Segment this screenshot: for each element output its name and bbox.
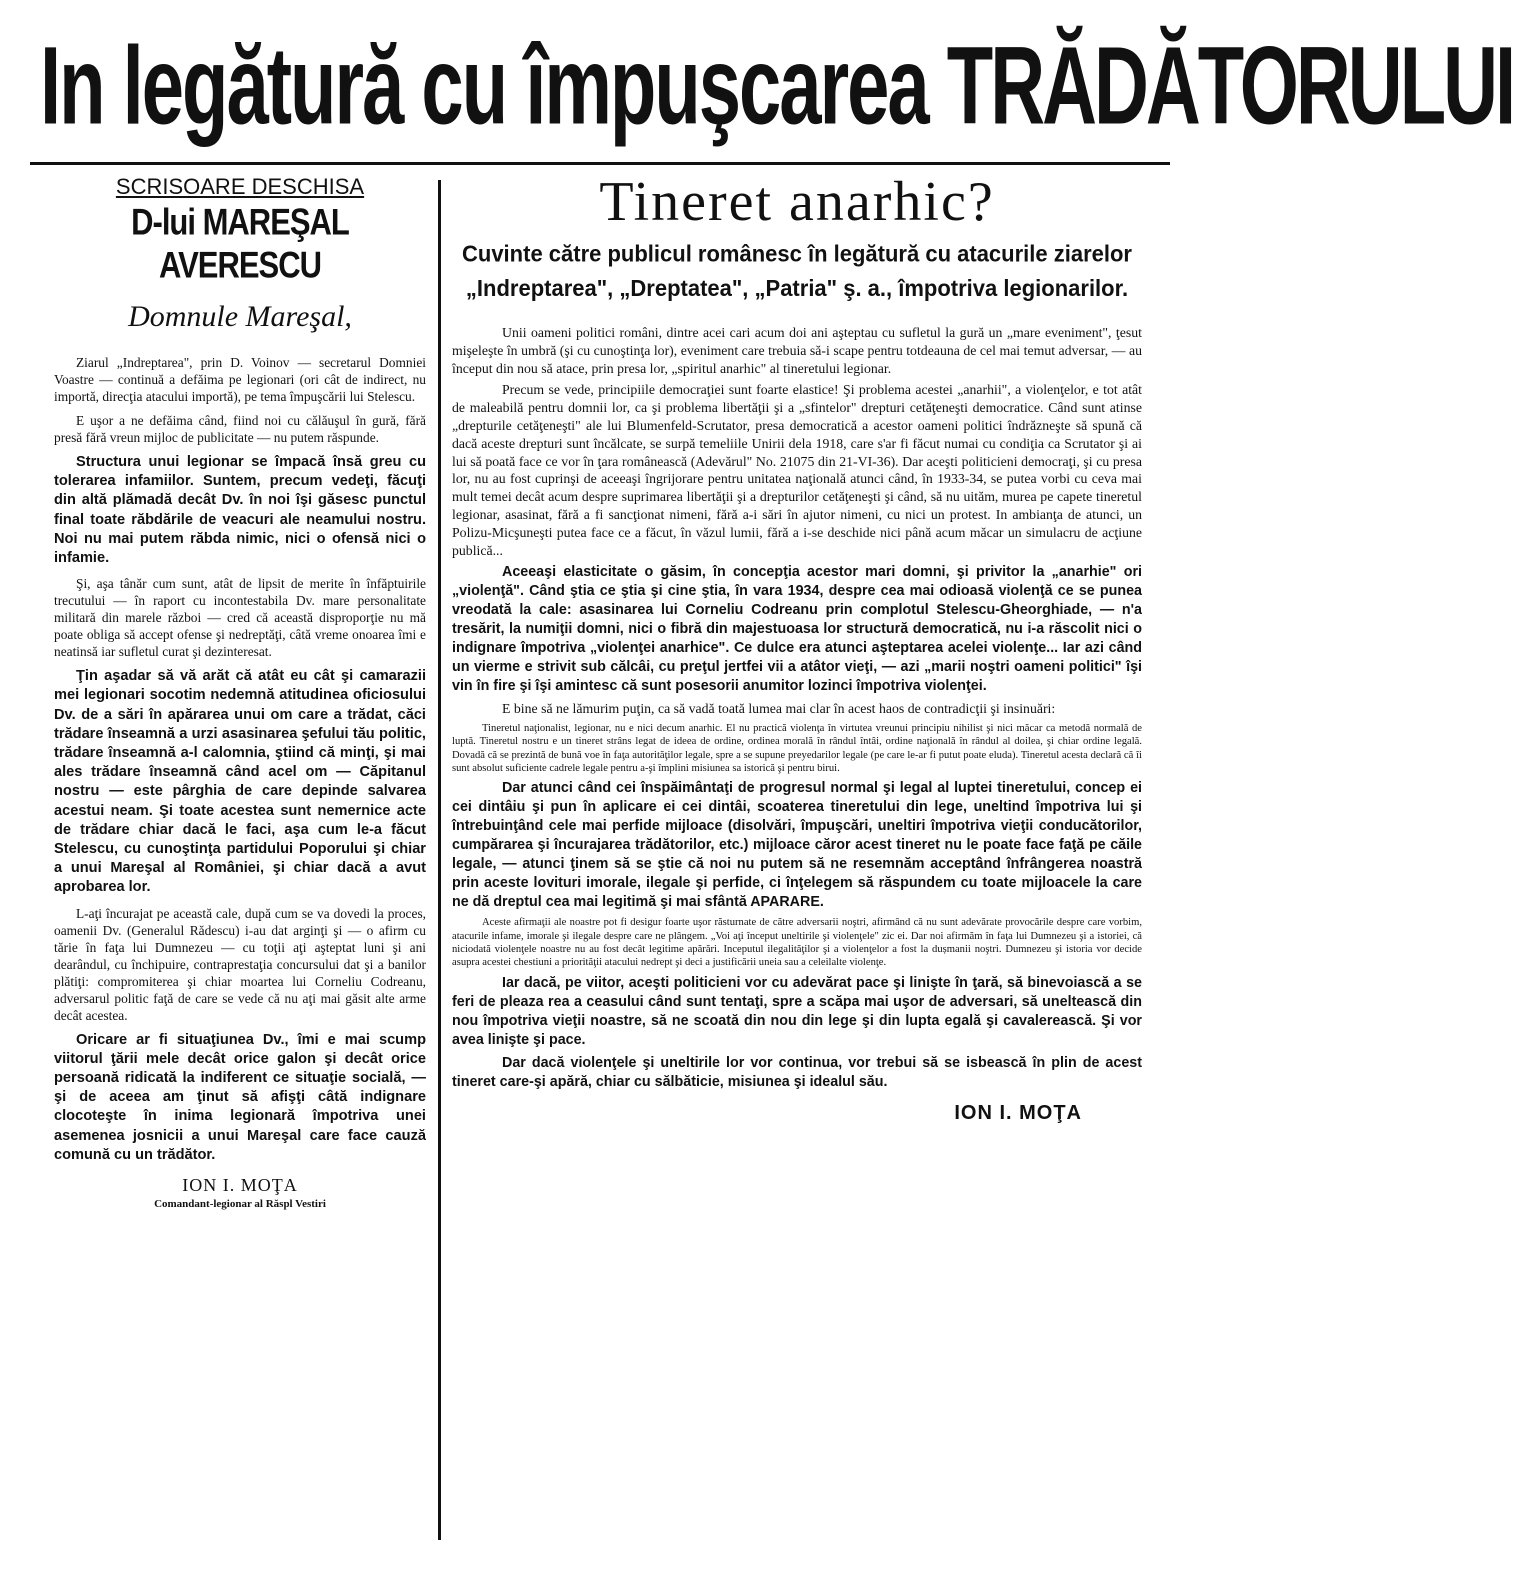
headline-rule bbox=[30, 162, 1170, 165]
paragraph: Dar dacă violenţele şi uneltirile lor vor continua, vor trebui să se isbească în plin de acest tineret care-şi apără, chiar cu sălbăticie, misiunea şi idealul său. bbox=[452, 1054, 1142, 1090]
paragraph: Dar atunci când cei înspăimântaţi de progresul normal şi legal al luptei tineretului, concep ei cei dintâiu şi pun în aplicare ei cei dintâi, scoaterea tineretului din lege, uneltind împotriva lui şi întrebuinţând cele mai perfide mijloace (disolvări, împuşcări, uneltiri împotriva vieţii conducătorilor, cumpărarea şi încurajarea trădătorilor, etc.) mijloace căror acest tineret nu le poate face faţă pe căile legale, — atunci ţinem să se ştie că noi nu putem să ne resemnăm acceptând înfrângerea noastră prin aceste lovituri imorale, ilegale şi perfide, ci înţelegem să răspundem cu toate mijloacele la care ne dă dreptul cea mai legitimă şi mai sfântă APARARE. bbox=[452, 780, 1142, 911]
open-letter-column bbox=[54, 170, 426, 1210]
headline-part1: In legătură cu împuşcarea bbox=[40, 24, 947, 148]
paragraph: L-aţi încurajat pe această cale, după cum se va dovedi la proces, oamenii Dv. (Generalul Rădescu) i-au dat arginţi şi — o afirm cu tărie în faţa lui Dumnezeu — cu toţii aţi aşteptat luni şi ani dearândul, cu închipuire, contraprestaţia concursului dat şi a banilor plătiţi: compromiterea şi chiar moartea lui Corneliu Codreanu, adversarul politic faţă de care se vede că nu aţi mai găsit alte arme decât acestea. bbox=[54, 905, 426, 1023]
article-column bbox=[452, 170, 1142, 1125]
paragraph: Precum se vede, principiile democraţiei sunt foarte elastice! Şi problema acestei „anarhii", a violenţelor, e tot atât de maleabilă pentru domnii lor, ca şi problema libertăţii şi a „sfintelor" drepturi cetăţeneşti democratice. Când sunt atinse „drepturile cetăţeneşti" ale lui Blumenfeld-Scrutator, presa democratică a acestor oameni politici îndrăzneşte să spună că dacă aceste drepturi sunt încălcate, se surpă temeliile Unirii dela 1918, care s'ar fi făcut numai cu condiţia ca Scrutator şi ai lui să poată face ce vor în ţara românească (Adevărul" No. 21075 din 21-VI-36). Dar aceşti politicieni democraţi, şi cu presa lor, nu au fost cuprinşi de aceeaşi îngrijorare pentru unitatea naţională atunci când, în 1933-34, se putea vorbi cu ceva mai mult temei decât acum despre suprimarea libertăţii şi a drepturilor cetăţeneşti şi când, să nu uităm, murea pe capete tineretul legionar, asasinat, fără a fi sancţionat nimeni, fără a-i sări în ajutor nimeni, cu nici un protest. In ambianţa de atunci, un Polizu-Micşuneşti putea face ce a făcut, în văzul lumii, fără a i-se deschide nici până acum măcar un simulacru de acţiune publică... bbox=[452, 382, 1142, 558]
column-rule bbox=[438, 180, 441, 1540]
letter-signature: ION I. MOŢA bbox=[182, 1175, 298, 1196]
page-headline bbox=[40, 0, 1513, 196]
headline-part2: TRĂDĂTORULUI bbox=[946, 24, 1513, 148]
paragraph: Tineretul naţionalist, legionar, nu e nici decum anarhic. El nu practică violenţa în virtutea vreunui principiu nihilist şi nici măcar ca metodă normală de luptă. Tineretul nostru e un tineret strâns legat de ideea de ordine, ordinea morală în rândul întâi, ordine naţională în rândul al doilea, şi chiar ordine legală. Dovadă că se prezintă de bună voe în faţa autorităţilor legale, spre a se supune preyedarilor legale (pe care le-ar fi putut poate eluda). Tineretul acesta declară că îi sunt absolut suficiente cadrele legale pentru a-şi împlini misiunea sa istorică şi pentru birui. bbox=[452, 723, 1142, 775]
letter-title: D-lui MAREŞAL AVERESCU bbox=[131, 200, 349, 286]
paragraph: Aceste afirmaţii ale noastre pot fi desigur foarte uşor răsturnate de către adversarii noştri, afirmând că nu sunt adevărate provocările despre care vorbim, atacurile infame, imorale şi ilegale despre care ne plângem. „Voi aţi început uneltirile şi violenţele" zic ei. Dar noi afirmăm în faţa lui Dumnezeu şi a istoriei, că niciodată violenţele noastre nu au fost decât legitime apărări. Inceputul ilegalităţilor şi a violenţelor a fost la dușmanii noştri. Dumnezeu şi istoria vor decide asupra acestei chestiuni a priorităţii atacului nedrept şi deci a justificării uneia sau a celeilalte violenţe. bbox=[452, 917, 1142, 969]
paragraph: Unii oameni politici români, dintre acei cari acum doi ani aşteptau cu sufletul la gură un „mare eveniment", ţesut mişeleşte în umbră (şi cu cunoştinţa lor), eveniment care trebuia să-i scape pentru totdeauna de cel mai temut adversar, — au început din nou să atace, prin presa lor, „spiritul anarhic" al tineretului legionar. bbox=[452, 325, 1142, 376]
paragraph: E uşor a ne defăima când, fiind noi cu călăuşul în gură, fără presă fără vreun mijloc de publicitate — nu putem răspunde. bbox=[54, 413, 426, 445]
article-subtitle: Cuvinte către publicul românesc în legătură cu atacurile ziarelor „Indreptarea", „Dreptatea", „Patria" ş. a., împotriva legionarilor. bbox=[462, 240, 1132, 302]
paragraph: Ţin aşadar să vă arăt că atât eu cât şi camarazii mei legionari socotim nedemnă atitudinea oficiosului Dv. de a sări în apărarea unui om care a trădat, căci trădare înseamnă a urzi asasinarea şefului tău politic, trădare înseamnă a-l calomnia, ştiind că minţi, şi mai ales trădare înseamnă când acel om — Căpitanul nostru — este pârghia de care depinde salvarea acestui neam. Şi toate acestea sunt nemernice acte de trădare chiar dacă le faci, aşa cum le-a făcut Stelescu, cu cunoştinţa partidului Poporului şi chiar a unui Mareşal al României, şi chiar dacă a avut aprobarea lor. bbox=[54, 668, 426, 896]
paragraph: E bine să ne lămurim puţin, ca să vadă toată lumea mai clar în acest haos de contradicţii şi insinuări: bbox=[502, 701, 1056, 717]
paragraph: Ziarul „Indreptarea", prin D. Voinov — secretarul Domniei Voastre — continuă a defăima pe legionari (ori cât de indirect, nu importă, direcţia atacului importă), pe tema împuşcării lui Stelescu. bbox=[54, 355, 426, 404]
article-signature: ION I. MOŢA bbox=[954, 1101, 1082, 1124]
paragraph: Iar dacă, pe viitor, aceşti politicieni vor cu adevărat pace şi linişte în ţară, să binevoiască a se feri de pleaza rea a ceasului când sunt tentaţi, spre a scăpa mai uşor de adversari, să uneltească din nou împotriva vieţii noastre, să ne scoată din nou din lege şi din lupta egală şi cavalerească. Şi vor avea linişte şi pace. bbox=[452, 974, 1142, 1048]
paragraph: Şi, aşa tânăr cum sunt, atât de lipsit de merite în înfăptuirile trecutului — în raport cu incontestabila Dv. mare personalitate militară din marele război — cred că această disproporţie nu mă poate obliga să accept ofense şi nedreptăţi, câtă vreme onoarea îmi e neatinsă iar sufletul curat şi dezinteresat. bbox=[54, 576, 426, 660]
article-body bbox=[452, 324, 1142, 1092]
letter-signature-title: Comandant-legionar al Răspl Vestiri bbox=[154, 1198, 326, 1211]
letter-kicker: SCRISOARE DESCHISA bbox=[115, 174, 365, 199]
paragraph: Aceeaşi elasticitate o găsim, în concepţia acestor mari domni, şi privitor la „anarhie" ori „violenţă". Când ştia ce ştia şi cine ştia, în vara 1934, despre cea mai odioasă violenţă ce se punea vreodată la cale: asasinarea lui Corneliu Codreanu prin complotul Stelescu-Gheorghiade, — n'a tresărit, la numiţii domni, nici o fibră din majestuoasa lor structură democratică, nu i-a răscolit nici o indignare împotriva „violenţei anarhice". Ce dulce era atunci aşteptarea acelei violenţe... Iar azi când un vierme e strivit sub călcâi, cu preţul jertfei vii a atâtor vieţi, — azi „marii noştri oameni politici" îşi vin în fire şi îşi amintesc că sunt posesorii anumitor lozinci împotriva violenţei. bbox=[452, 564, 1142, 695]
paragraph: Structura unui legionar se împacă însă greu cu tolerarea infamiilor. Suntem, precum vedeţi, făcuţi din altă plămadă decât Dv. în noi îşi găsesc punctul final toate răbdările de veacuri ale neamului nostru. Noi nu mai putem răbda nimic, nici o ofensă nici o infamie. bbox=[54, 454, 426, 567]
letter-body bbox=[54, 354, 426, 1165]
letter-salutation: Domnule Mareşal, bbox=[128, 300, 352, 333]
article-title: Tineret anarhic? bbox=[599, 171, 995, 233]
paragraph: Oricare ar fi situaţiunea Dv., îmi e mai scump viitorul ţării mele decât orice galon şi decât orice persoană ridicată la indiferent ce situaţie socială, — şi de aceea am ţinut să afişţi câtă indignare clocoteşte în inima legionară împotriva unei asemenea josnicii a unui Mareşal care face cauză comună cu un trădător. bbox=[54, 1031, 426, 1163]
